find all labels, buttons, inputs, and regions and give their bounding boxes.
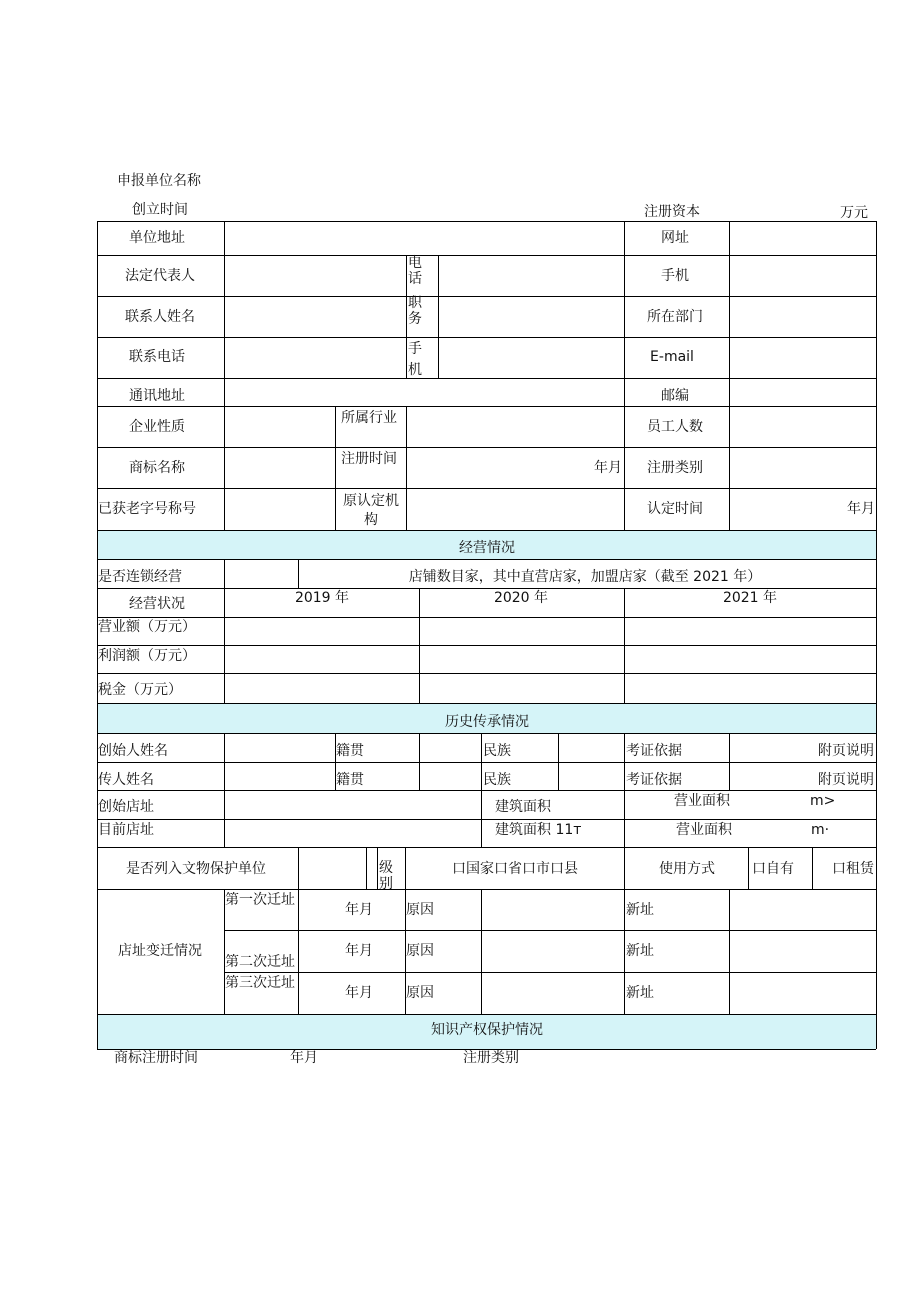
honor-name-label: 已获老字号称号	[98, 501, 196, 517]
legal-rep-field[interactable]	[224, 256, 406, 296]
postcode-label: 邮编	[661, 388, 689, 404]
tax-2020-cell[interactable]	[420, 674, 623, 703]
staff-field[interactable]	[730, 407, 876, 447]
tax-2019-cell[interactable]	[224, 674, 418, 703]
reg-class-field[interactable]	[730, 448, 876, 488]
current-store-label: 目前店址	[98, 822, 154, 838]
usage-label: 使用方式	[659, 861, 715, 877]
stores-text: 店铺数目家，其中直营店家，加盟店家（截至 2021 年）	[408, 569, 762, 585]
reg-year-month: 年月	[594, 460, 622, 476]
area-label-2: 建筑面积 11т	[495, 822, 582, 838]
successor-label: 传人姓名	[98, 772, 154, 788]
revenue-label: 营业额（万元）	[98, 619, 196, 635]
revenue-2021-cell[interactable]	[625, 618, 876, 645]
website-label: 网址	[661, 230, 689, 246]
biz-area-label-1: 营业面积	[674, 793, 730, 809]
move-2-new-addr-field[interactable]	[730, 931, 876, 972]
recog-time-field[interactable]	[730, 489, 845, 530]
rent-option[interactable]: 口租赁	[832, 861, 874, 877]
mobile-field[interactable]	[730, 256, 876, 296]
founded-label: 创立时间	[132, 202, 188, 218]
year-2020-header: 2020 年	[493, 590, 549, 606]
level-options[interactable]: 口国家口省口市口县	[452, 861, 578, 877]
chain-label: 是否连锁经营	[98, 569, 182, 585]
unit-name-label: 申报单位名称	[117, 173, 201, 189]
contact-mobile-field[interactable]	[439, 338, 624, 378]
biz-area-label-2: 营业面积	[676, 822, 732, 838]
move-1-reason: 原因	[406, 902, 434, 918]
revenue-2019-cell[interactable]	[224, 618, 418, 645]
contact-name-label: 联系人姓名	[125, 309, 195, 325]
move-1-new-addr: 新址	[626, 902, 654, 918]
phone-label: 电话	[408, 255, 422, 287]
level-label: 级别	[379, 860, 393, 892]
nature-label: 企业性质	[129, 419, 185, 435]
nature-field[interactable]	[224, 407, 335, 447]
successor-field[interactable]	[224, 763, 335, 790]
department-label: 所在部门	[647, 309, 703, 325]
move-2-reason-field[interactable]	[482, 931, 623, 972]
contact-phone-field[interactable]	[224, 338, 406, 378]
move-3-label: 第三次迁址	[225, 975, 295, 991]
revenue-2020-cell[interactable]	[420, 618, 623, 645]
move-2-label: 第二次迁址	[225, 954, 295, 970]
own-option[interactable]: 口自有	[752, 861, 794, 877]
year-2021-header: 2021 年	[722, 590, 778, 606]
move-3-reason-field[interactable]	[482, 973, 623, 1014]
profit-2019-cell[interactable]	[224, 646, 418, 673]
current-store-field[interactable]	[224, 820, 481, 847]
tm-reg-time-label: 商标注册时间	[114, 1050, 198, 1066]
email-label: E-mail	[650, 349, 694, 365]
operation-section-title: 经营情况	[459, 540, 515, 556]
native-field-1[interactable]	[420, 734, 481, 762]
honor-name-field[interactable]	[224, 489, 335, 530]
department-field[interactable]	[730, 297, 876, 337]
ethnic-field-2[interactable]	[559, 763, 623, 790]
move-3-new-addr-field[interactable]	[730, 973, 876, 1014]
heritage-field[interactable]	[299, 848, 366, 889]
address-field[interactable]	[224, 221, 624, 255]
orig-store-field[interactable]	[224, 791, 481, 819]
unit-2: m·	[811, 822, 830, 838]
move-2-new-addr: 新址	[626, 943, 654, 959]
chain-field[interactable]	[224, 560, 298, 588]
mobile-label: 手机	[661, 268, 689, 284]
ethnic-label-2: 民族	[483, 772, 511, 788]
heritage-label: 是否列入文物保护单位	[126, 861, 266, 877]
legal-rep-label: 法定代表人	[125, 268, 195, 284]
orig-store-label: 创始店址	[98, 799, 154, 815]
status-label: 经营状况	[129, 596, 185, 612]
move-1-new-addr-field[interactable]	[730, 890, 876, 930]
evidence-label-2: 考证依据	[626, 772, 682, 788]
move-1-label: 第一次迁址	[225, 892, 295, 908]
industry-label: 所属行业	[341, 410, 397, 426]
ethnic-label-1: 民族	[483, 743, 511, 759]
profit-2020-cell[interactable]	[420, 646, 623, 673]
appendix-label-1[interactable]: 附页说明	[818, 743, 874, 759]
website-field[interactable]	[730, 221, 876, 255]
contact-mobile-label: 手机	[408, 341, 422, 378]
move-2-ym: 年月	[345, 943, 373, 959]
move-3-new-addr: 新址	[626, 985, 654, 1001]
native-label-2: 籍贯	[336, 772, 364, 788]
reg-time-label: 注册时间	[341, 451, 397, 467]
appendix-label-2[interactable]: 附页说明	[818, 772, 874, 788]
move-2-reason: 原因	[406, 943, 434, 959]
email-field[interactable]	[730, 338, 876, 378]
native-field-2[interactable]	[420, 763, 481, 790]
trademark-field[interactable]	[224, 448, 335, 488]
phone-field[interactable]	[439, 256, 624, 296]
move-3-ym: 年月	[345, 985, 373, 1001]
profit-2021-cell[interactable]	[625, 646, 876, 673]
industry-field[interactable]	[406, 407, 624, 447]
recog-year-month: 年月	[847, 501, 875, 517]
ip-section-title: 知识产权保护情况	[431, 1022, 543, 1038]
staff-label: 员工人数	[647, 419, 703, 435]
reg-class-label: 注册类别	[647, 460, 703, 476]
orig-agency-field[interactable]	[406, 489, 624, 530]
history-section-title: 历史传承情况	[445, 714, 529, 730]
ethnic-field-1[interactable]	[559, 734, 623, 762]
move-3-reason: 原因	[406, 985, 434, 1001]
position-label: 职务	[408, 295, 422, 327]
address-label: 单位地址	[129, 230, 185, 246]
contact-phone-label: 联系电话	[129, 349, 185, 365]
trademark-label: 商标名称	[129, 460, 185, 476]
relocation-label: 店址变迁情况	[118, 943, 202, 959]
tax-2021-cell[interactable]	[625, 674, 876, 703]
postal-address-label: 通讯地址	[129, 388, 185, 404]
orig-agency-label: 原认定机构	[343, 493, 399, 528]
move-1-reason-field[interactable]	[482, 890, 623, 930]
founder-label: 创始人姓名	[98, 743, 168, 759]
position-field[interactable]	[439, 297, 624, 337]
year-2019-header: 2019 年	[294, 590, 350, 606]
tm-year-month: 年月	[290, 1050, 318, 1066]
tm-class-label: 注册类别	[463, 1050, 519, 1066]
reg-time-field[interactable]	[406, 448, 591, 488]
contact-name-field[interactable]	[224, 297, 406, 337]
move-1-ym: 年月	[345, 902, 373, 918]
area-label-1: 建筑面积	[495, 799, 551, 815]
postcode-field[interactable]	[730, 379, 876, 406]
recog-time-label: 认定时间	[647, 501, 703, 517]
capital-label: 注册资本	[644, 204, 700, 220]
evidence-label-1: 考证依据	[626, 743, 682, 759]
postal-address-field[interactable]	[224, 379, 624, 406]
tax-label: 税金（万元）	[98, 682, 182, 698]
profit-label: 利润额（万元）	[98, 648, 196, 664]
capital-unit: 万元	[840, 205, 868, 221]
unit-1: m>	[810, 793, 836, 809]
founder-field[interactable]	[224, 734, 335, 762]
native-label-1: 籍贯	[336, 743, 364, 759]
